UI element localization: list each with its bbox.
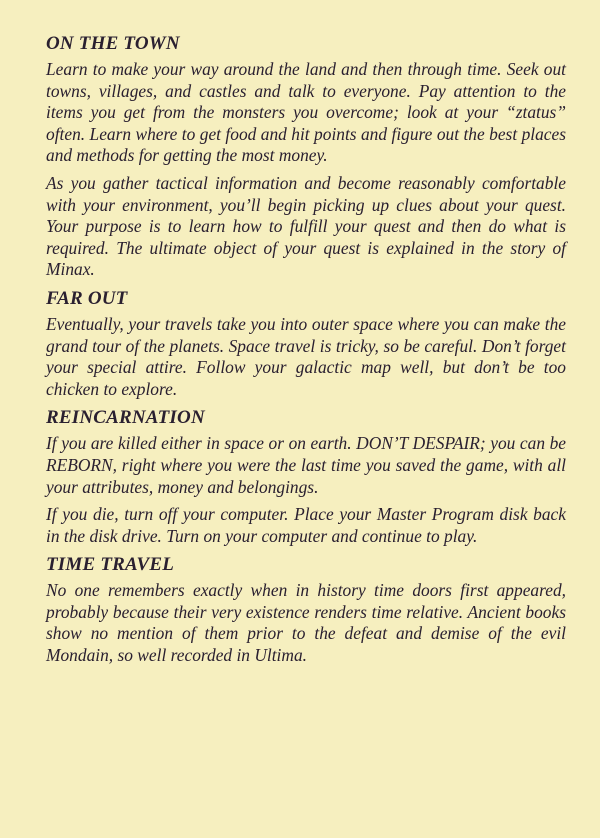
- paragraph: Learn to make your way around the land and then through time. Seek out towns, villages, and castles and talk to everyone. Pay attention to the items you get from the monsters you overcome; look at your “ztatus” often. Learn where to get food and hit points and figure out the best places and methods for getting the most money.: [46, 59, 566, 166]
- manual-page: [46, 32, 566, 673]
- paragraph: Eventually, your travels take you into outer space where you can make the grand tour of the planets. Space travel is tricky, so be careful. Don’t forget your special attire. Follow your galactic map well, but don’t be too chicken to explore.: [46, 313, 566, 399]
- section-heading: TIME TRAVEL: [46, 554, 175, 576]
- section-on-the-town: [46, 32, 566, 281]
- section-reincarnation: [46, 406, 566, 547]
- section-heading: REINCARNATION: [46, 407, 205, 429]
- paragraph: If you die, turn off your computer. Place your Master Program disk back in the disk drive. Turn on your computer and continue to play.: [46, 504, 566, 546]
- paragraph: If you are killed either in space or on earth. DON’T DESPAIR; you can be REBORN, right where you were the last time you saved the game, with all your attributes, money and belongings.: [46, 433, 566, 497]
- paragraph: As you gather tactical information and become reasonably comfortable with your environment, you’ll begin picking up clues about your quest. Your purpose is to learn how to fulfill your quest and then do what is required. The ultimate object of your quest is explained in the story of Minax.: [46, 172, 566, 280]
- paragraph: No one remembers exactly when in history time doors first appeared, probably because their very existence renders time relative. Ancient books show no mention of them prior to the defeat and demise of the evil Mondain, so well recorded in Ultima.: [46, 580, 566, 666]
- section-heading: FAR OUT: [46, 287, 128, 309]
- section-far-out: [46, 287, 566, 400]
- section-heading: ON THE TOWN: [46, 33, 180, 54]
- section-time-travel: [46, 553, 566, 666]
